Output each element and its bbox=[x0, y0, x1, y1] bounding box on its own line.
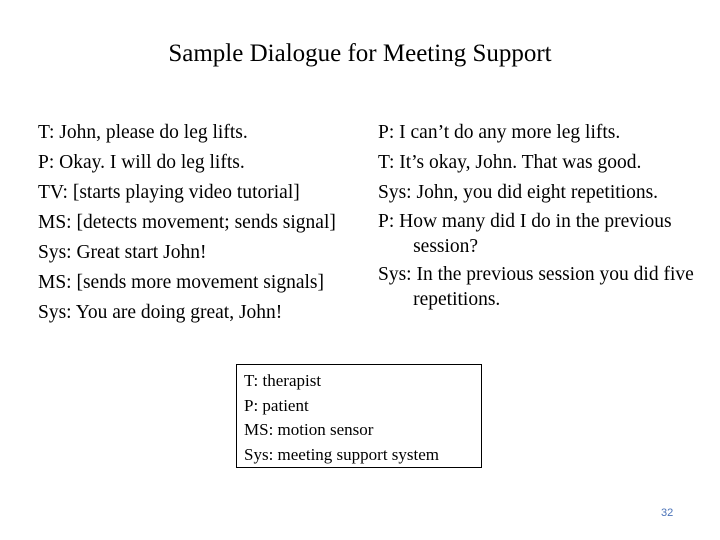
dialogue-left-column bbox=[38, 118, 368, 328]
legend-item: MS: motion sensor bbox=[244, 420, 374, 439]
speaker-legend-box bbox=[236, 364, 482, 468]
dialogue-line: T: It’s okay, John. That was good. bbox=[378, 152, 642, 173]
legend-item: P: patient bbox=[244, 395, 309, 415]
dialogue-line: MS: [sends more movement signals] bbox=[38, 272, 324, 293]
dialogue-line: Sys: John, you did eight repetitions. bbox=[378, 182, 659, 203]
page-number: 32 bbox=[661, 507, 674, 519]
legend-item: Sys: meeting support system bbox=[244, 444, 440, 464]
legend-item: T: therapist bbox=[244, 371, 322, 390]
slide-title: Sample Dialogue for Meeting Support bbox=[168, 40, 552, 67]
dialogue-line: Sys: In the previous session you did five repetitions. bbox=[378, 264, 694, 310]
dialogue-right-column bbox=[378, 118, 708, 316]
dialogue-line: P: How many did I do in the previous session? bbox=[378, 211, 672, 257]
dialogue-line: P: I can’t do any more leg lifts. bbox=[378, 122, 621, 143]
dialogue-line: P: Okay. I will do leg lifts. bbox=[38, 152, 245, 173]
dialogue-line: Sys: You are doing great, John! bbox=[38, 302, 283, 323]
dialogue-line: MS: [detects movement; sends signal] bbox=[38, 212, 336, 233]
dialogue-line: T: John, please do leg lifts. bbox=[38, 122, 248, 143]
dialogue-line: TV: [starts playing video tutorial] bbox=[38, 182, 300, 203]
dialogue-line: Sys: Great start John! bbox=[38, 242, 207, 263]
